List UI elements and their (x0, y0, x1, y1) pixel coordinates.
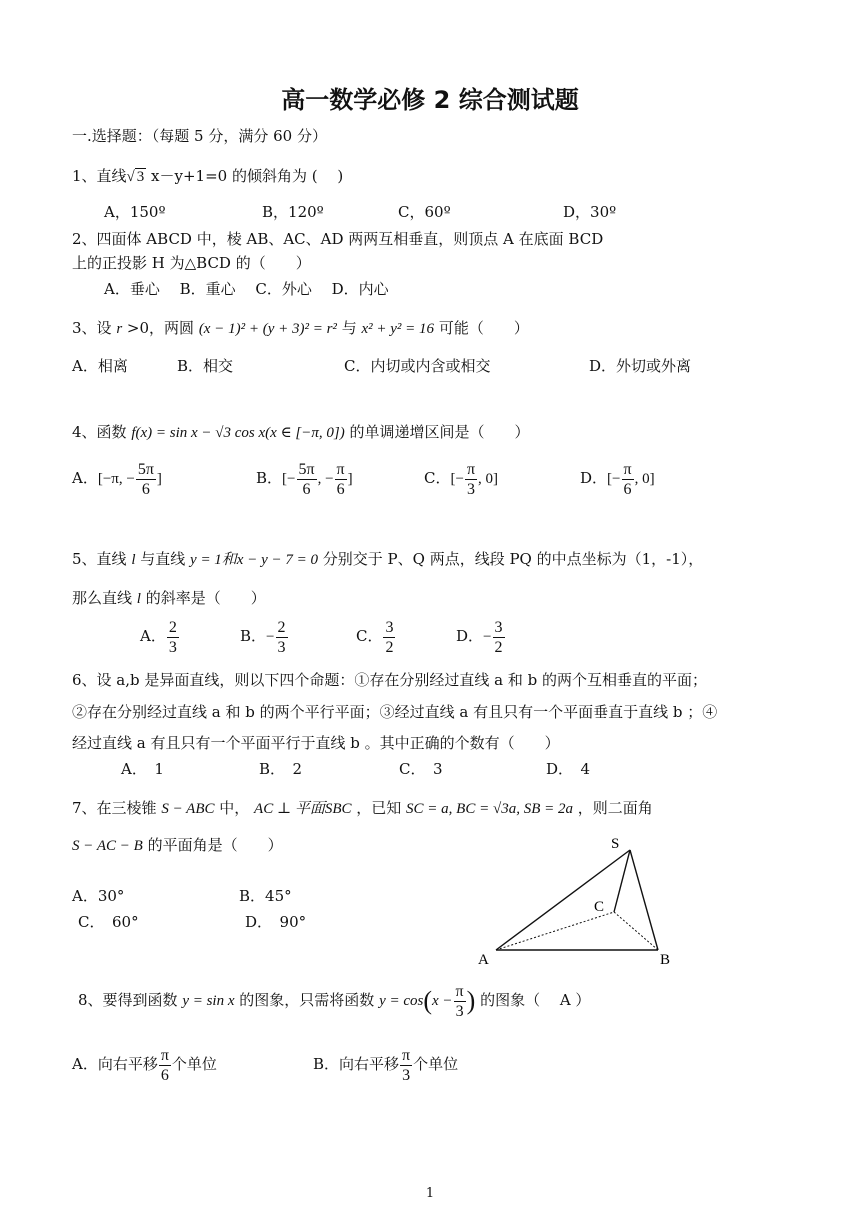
q4-prefix: 4、函数 (72, 423, 132, 441)
option-lead: [− (607, 471, 621, 487)
q8-text: 的图象，只需将函数 (234, 991, 380, 1009)
q7-pyramid: S − ABC (161, 801, 215, 817)
fraction (136, 460, 156, 499)
denominator: 6 (623, 480, 632, 498)
q7-text: ，则二面角 (572, 799, 653, 817)
q3-var-r: r (116, 321, 123, 337)
option-label: C． (356, 627, 383, 645)
q5-prefix: 5、直线 (72, 550, 132, 568)
q3-prefix: 3、设 (72, 319, 117, 337)
edge-sa (496, 850, 630, 950)
denominator: 6 (141, 480, 150, 498)
q1-stem-end: x－y+1=0 的倾斜角为 ( ) (146, 167, 344, 185)
denominator: 3 (168, 638, 177, 656)
numerator: π (160, 1046, 169, 1064)
q4-option-c (424, 458, 498, 499)
q3-circle-1: (x − 1)² + (y + 3)² = r² (198, 321, 337, 337)
denominator: 2 (385, 638, 394, 656)
numerator: π (623, 460, 632, 478)
fraction (454, 982, 466, 1021)
q5-text: 与直线 (135, 550, 191, 568)
q4-function: f(x) = sin x − √3 cos x(x ∈ [−π, 0]) (131, 425, 345, 441)
q7-option-a: A．30° (72, 887, 125, 905)
q5-equations: y = 1和x − y − 7 = 0 (190, 552, 318, 568)
q4-option-a (72, 458, 162, 499)
q7-conditions: SC = a, BC = √3a, SB = 2a (406, 801, 573, 817)
q3-circle-2: x² + y² = 16 (361, 321, 435, 337)
option-label: D． (456, 627, 484, 645)
q6-option-d: D． 4 (546, 760, 591, 778)
denominator: 6 (336, 480, 345, 498)
fraction (159, 1046, 171, 1085)
q7-line-1 (72, 798, 653, 819)
q1-option-a: A，150º (104, 203, 166, 221)
q7-line-2 (72, 835, 283, 856)
q8-text: 8、要得到函数 (78, 991, 183, 1009)
question-3 (72, 318, 529, 339)
q6-option-c: C． 3 (399, 760, 443, 778)
q2-options: A．垂心 B．重心 C．外心 D．内心 (104, 280, 389, 298)
q3-connector: 与 (336, 319, 362, 337)
q8-inner: x − (432, 993, 453, 1009)
fraction (383, 618, 395, 657)
q8-option-a (72, 1042, 217, 1086)
q6-line-2: ②存在分别经过直线 a 和 b 的两个平行平面；③经过直线 a 有且只有一个平面垂直于直线 b ；④ (72, 703, 718, 721)
page-number: 1 (425, 1186, 435, 1201)
fraction (297, 460, 317, 499)
q5-line-l: l (136, 591, 141, 607)
q7-option-c: C． 60° (78, 913, 139, 931)
q7-perp: AC ⊥ 平面SBC (254, 801, 352, 817)
q4-option-d (580, 458, 655, 499)
q7-text: 中， (214, 799, 255, 817)
denominator: 3 (455, 1002, 464, 1020)
numerator: 2 (168, 618, 177, 636)
q3-condition: >0，两圆 (122, 319, 199, 337)
numerator: π (466, 460, 476, 478)
q5-line-l: l (131, 552, 136, 568)
fraction (622, 460, 634, 499)
question-5 (72, 549, 703, 570)
fraction (335, 460, 347, 499)
question-8 (78, 976, 590, 1025)
vertex-label-s: S (611, 836, 620, 852)
numerator: π (336, 460, 345, 478)
q1-option-b: B，120º (262, 203, 324, 221)
q1-sqrt-value: 3 (136, 169, 145, 185)
q7-text: 7、在三棱锥 (72, 799, 162, 817)
option-sign: − (266, 629, 275, 645)
option-tail: 个单位 (413, 1055, 459, 1073)
numerator: 2 (277, 618, 286, 636)
right-paren: ) (466, 986, 476, 1015)
q8-func-sin: y = sin x (182, 993, 235, 1009)
option-mid: , − (317, 471, 334, 487)
q5-line2-start: 那么直线 (72, 589, 137, 607)
q3-option-c: C．内切或内含或相交 (344, 357, 491, 375)
denominator: 6 (160, 1066, 169, 1084)
q2-line-2: 上的正投影 H 为△BCD 的（ ） (72, 254, 311, 272)
q1-option-c: C，60º (398, 203, 451, 221)
q6-option-b: B． 2 (259, 760, 303, 778)
fraction (493, 618, 505, 657)
q6-option-a: A． 1 (121, 760, 164, 778)
numerator: 5π (137, 460, 154, 478)
option-lead: [− (450, 471, 464, 487)
option-label: B． (256, 469, 283, 487)
pyramid-diagram (470, 830, 690, 970)
q5-option-a (140, 614, 180, 659)
fraction (167, 618, 179, 657)
q4-option-b (256, 458, 353, 499)
denominator: 3 (402, 1066, 411, 1084)
numerator: π (455, 982, 464, 1000)
option-label: A． (140, 627, 166, 645)
option-sign: − (483, 629, 492, 645)
option-label: B． (240, 627, 267, 645)
option-label: C． (424, 469, 451, 487)
option-lead: [− (282, 471, 296, 487)
option-tail: ] (347, 471, 353, 487)
option-lead: [−π, − (97, 471, 135, 487)
denominator: 6 (302, 480, 311, 498)
q7-option-b: B．45° (239, 887, 292, 905)
left-paren: ( (423, 986, 433, 1015)
vertex-label-b: B (660, 952, 671, 968)
numerator: 3 (385, 618, 394, 636)
fraction (465, 460, 477, 499)
numerator: π (402, 1046, 411, 1064)
denominator: 3 (277, 638, 286, 656)
option-tail: , 0] (478, 471, 499, 487)
option-tail: ] (156, 471, 162, 487)
q7-text: ，已知 (351, 799, 407, 817)
fraction (276, 618, 288, 657)
numerator: 3 (494, 618, 503, 636)
q3-suffix: 可能（ ） (434, 319, 529, 337)
q5-line-2 (72, 588, 266, 609)
denominator: 3 (466, 480, 475, 498)
edge-sb (630, 850, 658, 950)
q1-option-d: D，30º (563, 203, 617, 221)
section-heading: 一.选择题：（每题 5 分，满分 60 分） (72, 127, 327, 145)
q3-option-a: A．相离 (72, 357, 128, 375)
fraction (400, 1046, 412, 1085)
edge-ac-hidden (496, 912, 614, 950)
q3-option-b: B．相交 (177, 357, 234, 375)
q3-option-d: D．外切或外离 (589, 357, 692, 375)
page-title: 高一数学必修 2 综合测试题 (281, 86, 579, 114)
q5-option-d (456, 614, 506, 659)
vertex-label-c: C (594, 899, 605, 915)
q5-option-c (356, 614, 396, 659)
numerator: 5π (298, 460, 315, 478)
q7-dihedral: S − AC − B (72, 838, 143, 854)
q8-text: 的图象（ A ） (475, 991, 591, 1009)
q1-stem-start: 1、直线 (72, 167, 127, 185)
q6-line-3: 经过直线 a 有且只有一个平面平行于直线 b 。其中正确的个数有（ ） (72, 734, 560, 752)
option-tail: , 0] (634, 471, 655, 487)
vertex-label-a: A (478, 952, 489, 968)
q4-suffix: 的单调递增区间是（ ） (344, 423, 530, 441)
q5-line2-end: 的斜率是（ ） (140, 589, 266, 607)
q7-option-d: D． 90° (245, 913, 307, 931)
option-label: A．向右平移 (72, 1055, 158, 1073)
q7-text: 的平面角是（ ） (142, 836, 283, 854)
q8-option-b (313, 1042, 458, 1086)
option-label: B．向右平移 (313, 1055, 400, 1073)
denominator: 2 (494, 638, 503, 656)
option-label: A． (72, 469, 98, 487)
q5-text-end: 分别交于 P、Q 两点，线段 PQ 的中点坐标为（1，-1）， (318, 550, 704, 568)
q2-line-1: 2、四面体 ABCD 中，棱 AB、AC、AD 两两互相垂直，则顶点 A 在底面 BCD (72, 230, 604, 248)
edge-cb-hidden (614, 912, 658, 950)
q6-line-1: 6、设 a,b 是异面直线，则以下四个命题：①存在分别经过直线 a 和 b 的两个互相垂直的平面； (72, 671, 708, 689)
question-1: 1、直线√ 3 x－y+1=0 的倾斜角为 ( ) (72, 167, 344, 185)
q5-option-b (240, 614, 289, 659)
option-tail: 个单位 (171, 1055, 217, 1073)
q8-func-cos: y = cos (379, 993, 424, 1009)
question-4 (72, 422, 530, 443)
option-label: D． (580, 469, 608, 487)
